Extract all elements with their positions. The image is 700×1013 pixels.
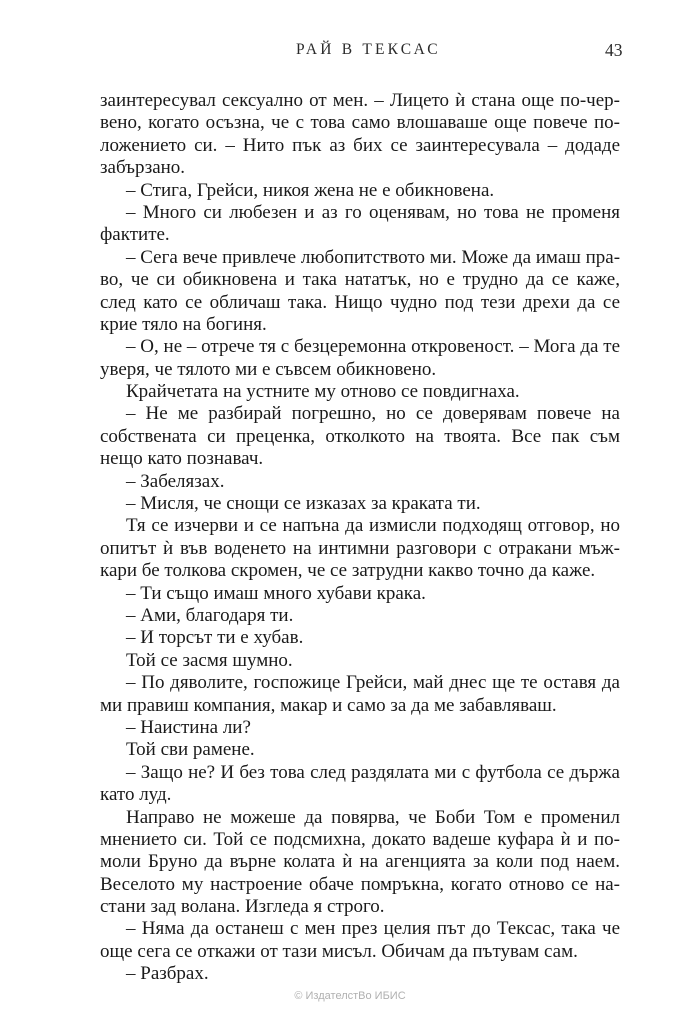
text-line: – О, не – отрече тя с безцеремонна откровеност. – Мога да те	[126, 336, 620, 358]
text-line: кари бе толкова скромен, че се затрудни какво точно да каже.	[100, 560, 596, 582]
running-title: РАЙ В ТЕКСАС	[296, 41, 441, 58]
page-number: 43	[605, 40, 623, 60]
text-line: вено, когато осъзна, че с това само влошаваше още повече по-	[100, 112, 620, 134]
text-line: фактите.	[100, 224, 170, 246]
text-line: ми правиш компания, макар и само за да ме забавляваш.	[100, 694, 557, 716]
running-header	[0, 41, 700, 65]
text-line: – Не ме разбирай погрешно, но се доверявам повече на	[126, 403, 620, 425]
text-line: моли Бруно да върне колата ѝ на агенцията за коли под наем.	[100, 851, 620, 873]
text-line: – Ами, благодаря ти.	[126, 604, 294, 626]
text-line: Той сви рамене.	[126, 739, 255, 761]
text-line: – Мисля, че снощи се изказах за краката ти.	[126, 493, 481, 515]
text-line: – Забелязах.	[126, 470, 225, 492]
text-line: – Сега вече привлече любопитството ми. Може да имаш пра-	[126, 246, 621, 268]
text-line: – Много си любезен и аз го оценявам, но това не променя	[126, 201, 620, 223]
text-line: крие тяло на богиня.	[100, 313, 267, 335]
text-line: ложението си. – Нито пък аз бих се заинтересувала – додаде	[100, 134, 620, 156]
text-line: – По дяволите, госпожице Грейси, май днес ще те оставя да	[126, 672, 620, 694]
text-line: Направо не можеше да повярва, че Боби Том е променил	[126, 806, 620, 828]
text-line: Веселото му настроение обаче помръкна, когато отново се на-	[100, 873, 620, 895]
text-line: уверя, че тялото ми е съвсем обикновено.	[100, 358, 437, 380]
text-line: Крайчетата на устните му отново се повдигнаха.	[126, 381, 520, 403]
text-line: – Стига, Грейси, никоя жена не е обикновена.	[126, 179, 495, 201]
publisher-footer: © ИздателстВо ИБИС	[294, 990, 406, 1002]
text-line: Тя се изчерви и се напъна да измисли подходящ отговор, но	[126, 515, 620, 537]
text-line: мнението си. Той се подсмихна, докато вадеше куфара ѝ и по-	[100, 828, 620, 850]
text-line: като луд.	[100, 784, 172, 806]
text-line: – Разбрах.	[126, 963, 209, 985]
text-line: – Наистина ли?	[126, 716, 251, 738]
body-text	[100, 90, 620, 986]
text-line: – Няма да останеш с мен през целия път до Тексас, така че	[126, 918, 620, 940]
text-line: опитът ѝ във воденето на интимни разговори с отракани мъж-	[100, 537, 620, 559]
text-line: след като се обличаш така. Нищо чудно под тези дрехи да се	[100, 291, 620, 313]
text-line: – Защо не? И без това след раздялата ми с футбола се държа	[126, 761, 620, 783]
text-line: стани зад волана. Изгледа я строго.	[100, 896, 385, 918]
text-line: още сега се откажи от тази мисъл. Обичам да пътувам сам.	[100, 940, 578, 962]
text-line: – И торсът ти е хубав.	[126, 627, 304, 649]
text-line: забързано.	[100, 157, 186, 179]
text-line: Той се засмя шумно.	[126, 649, 293, 671]
text-line: заинтересувал сексуално от мен. – Лицето ѝ стана още по-чер-	[100, 90, 620, 111]
text-line: нещо като познавач.	[100, 448, 264, 470]
text-line: во, че си обикновена и така нататък, но е трудно да се каже,	[100, 269, 620, 291]
text-line: собствената си преценка, отколкото на твоята. Все пак съм	[100, 425, 620, 447]
text-line: – Ти също имаш много хубави крака.	[126, 582, 426, 604]
